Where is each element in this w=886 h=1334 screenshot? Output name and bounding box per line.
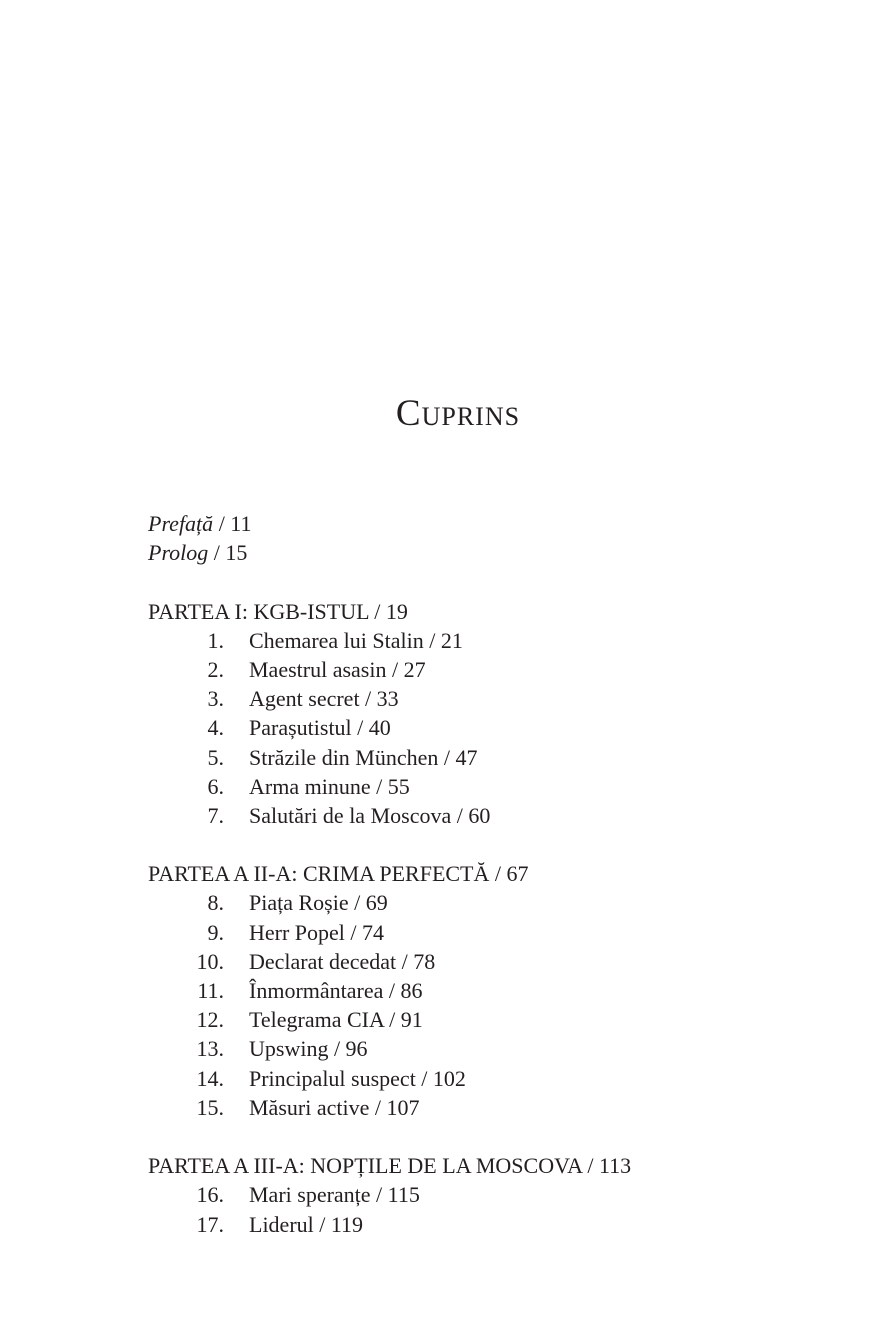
- front-label: Prefață: [148, 511, 214, 536]
- chapter-entry-1: [148, 626, 848, 655]
- chapter-title: Chemarea lui Stalin / 21: [249, 627, 463, 653]
- chapter-number: 17.: [196, 1211, 224, 1237]
- chapter-entry-9: [148, 918, 848, 947]
- chapter-entry-16: [148, 1180, 848, 1209]
- chapter-entry-6: [148, 772, 848, 801]
- spacer: [148, 830, 848, 859]
- chapter-title: Upswing / 96: [249, 1036, 368, 1062]
- chapter-title: Arma minune / 55: [249, 773, 410, 799]
- chapter-number: 3.: [207, 686, 224, 712]
- chapter-number: 12.: [196, 1007, 224, 1033]
- chapter-entry-4: [148, 713, 848, 742]
- page-title: Cuprins: [395, 393, 521, 434]
- chapter-title: Piața Roșie / 69: [249, 890, 388, 916]
- table-of-contents: [148, 509, 848, 1239]
- part-heading-3: PARTEA A III-A: NOPȚILE DE LA MOSCOVA / 113: [148, 1153, 632, 1179]
- chapter-number: 10.: [196, 948, 224, 974]
- chapter-number: 11.: [197, 978, 224, 1003]
- chapter-entry-5: [148, 743, 848, 772]
- chapter-title: Telegrama CIA / 91: [249, 1007, 423, 1033]
- part-heading-2: PARTEA A II-A: CRIMA PERFECTĂ / 67: [148, 861, 529, 887]
- chapter-number: 1.: [207, 627, 224, 653]
- chapter-number: 14.: [196, 1065, 224, 1091]
- chapter-title: Înmormântarea / 86: [249, 978, 423, 1003]
- chapter-number: 8.: [207, 890, 224, 916]
- chapter-title: Străzile din München / 47: [249, 744, 478, 770]
- front-page: / 11: [213, 511, 252, 536]
- chapter-number: 9.: [207, 919, 224, 945]
- chapter-entry-15: [148, 1093, 848, 1122]
- chapter-title: Principalul suspect / 102: [249, 1065, 466, 1091]
- chapter-entry-8: [148, 888, 848, 917]
- chapter-number: 6.: [207, 773, 224, 799]
- front-label: Prolog: [148, 540, 209, 566]
- chapter-number: 13.: [196, 1036, 224, 1062]
- part-heading-1: PARTEA I: KGB-ISTUL / 19: [148, 598, 408, 624]
- chapter-entry-2: [148, 655, 848, 684]
- chapter-title: Liderul / 119: [249, 1211, 364, 1237]
- spacer: [148, 1122, 848, 1151]
- chapter-number: 16.: [196, 1182, 224, 1208]
- chapter-title: Herr Popel / 74: [249, 919, 385, 945]
- chapter-title: Salutări de la Moscova / 60: [249, 802, 491, 828]
- chapter-number: 7.: [207, 802, 224, 828]
- chapter-title: Parașutistul / 40: [249, 715, 391, 741]
- chapter-title: Mari speranțe / 115: [249, 1182, 420, 1208]
- chapter-entry-12: [148, 1005, 848, 1034]
- chapter-title: Declarat decedat / 78: [249, 948, 436, 974]
- chapter-entry-11: [148, 976, 848, 1005]
- chapter-entry-13: [148, 1034, 848, 1063]
- chapter-number: 2.: [207, 656, 224, 682]
- toc-front-prolog: [148, 538, 848, 567]
- front-page: / 15: [208, 540, 248, 566]
- chapter-title: Agent secret / 33: [249, 686, 399, 712]
- chapter-entry-3: [148, 684, 848, 713]
- chapter-entry-14: [148, 1064, 848, 1093]
- chapter-title: Maestrul asasin / 27: [249, 656, 426, 682]
- chapter-entry-10: [148, 947, 848, 976]
- chapter-number: 5.: [207, 744, 224, 770]
- chapter-entry-17: [148, 1210, 848, 1239]
- chapter-title: Măsuri active / 107: [249, 1094, 420, 1120]
- chapter-entry-7: [148, 801, 848, 830]
- chapter-number: 4.: [207, 715, 224, 741]
- toc-front-prefata: [148, 509, 848, 538]
- chapter-number: 15.: [196, 1094, 224, 1120]
- spacer: [148, 567, 848, 596]
